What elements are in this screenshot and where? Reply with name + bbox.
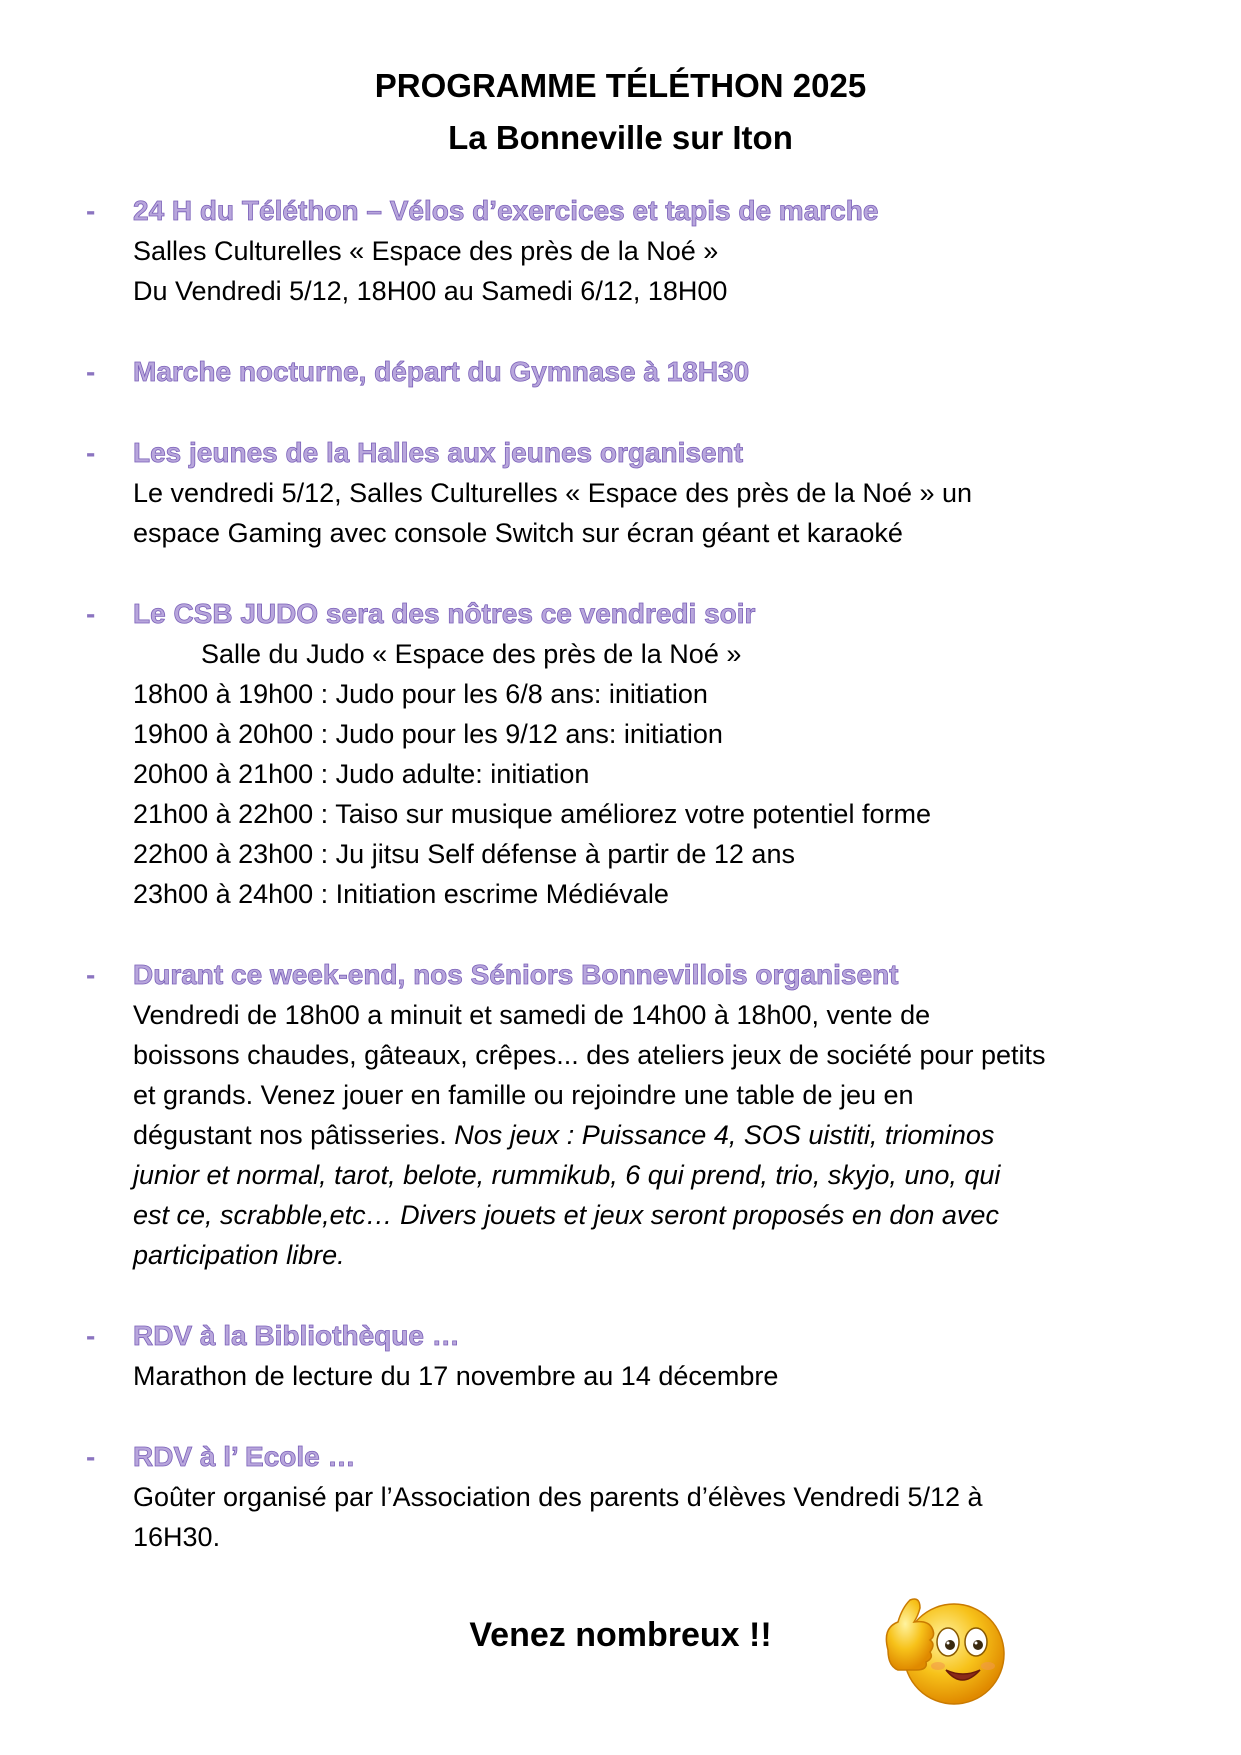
schedule-line: 22h00 à 23h00 : Ju jitsu Self défense à partir de 12 ans (133, 839, 795, 869)
schedule-line: 18h00 à 19h00 : Judo pour les 6/8 ans: initiation (133, 679, 708, 709)
bullet-dash: - (86, 356, 96, 387)
section-text: 16H30. (133, 1522, 221, 1552)
thumbs-up-smiley-icon (876, 1590, 1016, 1710)
schedule-line: 23h00 à 24h00 : Initiation escrime Médiévale (133, 879, 669, 909)
bullet-dash: - (86, 195, 96, 226)
schedule-line: 20h00 à 21h00 : Judo adulte: initiation (133, 759, 590, 789)
schedule-line: 19h00 à 20h00 : Judo pour les 9/12 ans: initiation (133, 719, 723, 749)
section-text: Goûter organisé par l’Association des parents d’élèves Vendredi 5/12 à (133, 1482, 983, 1512)
bullet-dash: - (86, 959, 96, 990)
section-heading: Marche nocturne, départ du Gymnase à 18H30 (133, 356, 750, 387)
section-text: Salle du Judo « Espace des près de la Noé » (201, 639, 742, 669)
bullet-dash: - (86, 437, 96, 468)
section-heading: 24 H du Téléthon – Vélos d’exercices et tapis de marche (133, 195, 879, 226)
section-text: dégustant nos pâtisseries. (133, 1120, 455, 1150)
section-text: et grands. Venez jouer en famille ou rejoindre une table de jeu en (133, 1080, 914, 1110)
section-heading: RDV à l’ Ecole … (133, 1441, 356, 1472)
section-text: Du Vendredi 5/12, 18H00 au Samedi 6/12, 18H00 (133, 276, 728, 306)
games-list-text: participation libre. (133, 1240, 345, 1270)
section-text: boissons chaudes, gâteaux, crêpes... des ateliers jeux de société pour petits (133, 1040, 1046, 1070)
games-list-text: est ce, scrabble,etc… Divers jouets et jeux seront proposés en don avec (133, 1200, 999, 1230)
page-subtitle: La Bonneville sur Iton (448, 119, 793, 156)
bullet-dash: - (86, 598, 96, 629)
section-text: Salles Culturelles « Espace des près de la Noé » (133, 236, 719, 266)
section-heading: Le CSB JUDO sera des nôtres ce vendredi soir (133, 598, 756, 629)
page-title: PROGRAMME TÉLÉTHON 2025 (374, 67, 867, 104)
closing-text: Venez nombreux !! (469, 1616, 772, 1654)
section-heading: Durant ce week-end, nos Séniors Bonnevillois organisent (133, 959, 899, 990)
bullet-dash: - (86, 1320, 96, 1351)
schedule-line: 21h00 à 22h00 : Taiso sur musique améliorez votre potentiel forme (133, 799, 931, 829)
games-list-text: Nos jeux : Puissance 4, SOS uistiti, triominos (454, 1120, 995, 1150)
section-text: espace Gaming avec console Switch sur écran géant et karaoké (133, 518, 903, 548)
section-heading: RDV à la Bibliothèque … (133, 1320, 460, 1351)
section-text: Vendredi de 18h00 a minuit et samedi de 14h00 à 18h00, vente de (133, 1000, 931, 1030)
section-text: Marathon de lecture du 17 novembre au 14 décembre (133, 1361, 779, 1391)
section-text: Le vendredi 5/12, Salles Culturelles « Espace des près de la Noé » un (133, 478, 973, 508)
bullet-dash: - (86, 1441, 96, 1472)
section-text-mixed (133, 1115, 994, 1155)
games-list-text: junior et normal, tarot, belote, rummikub, 6 qui prend, trio, skyjo, uno, qui (133, 1160, 1001, 1190)
section-heading: Les jeunes de la Halles aux jeunes organisent (133, 437, 744, 468)
